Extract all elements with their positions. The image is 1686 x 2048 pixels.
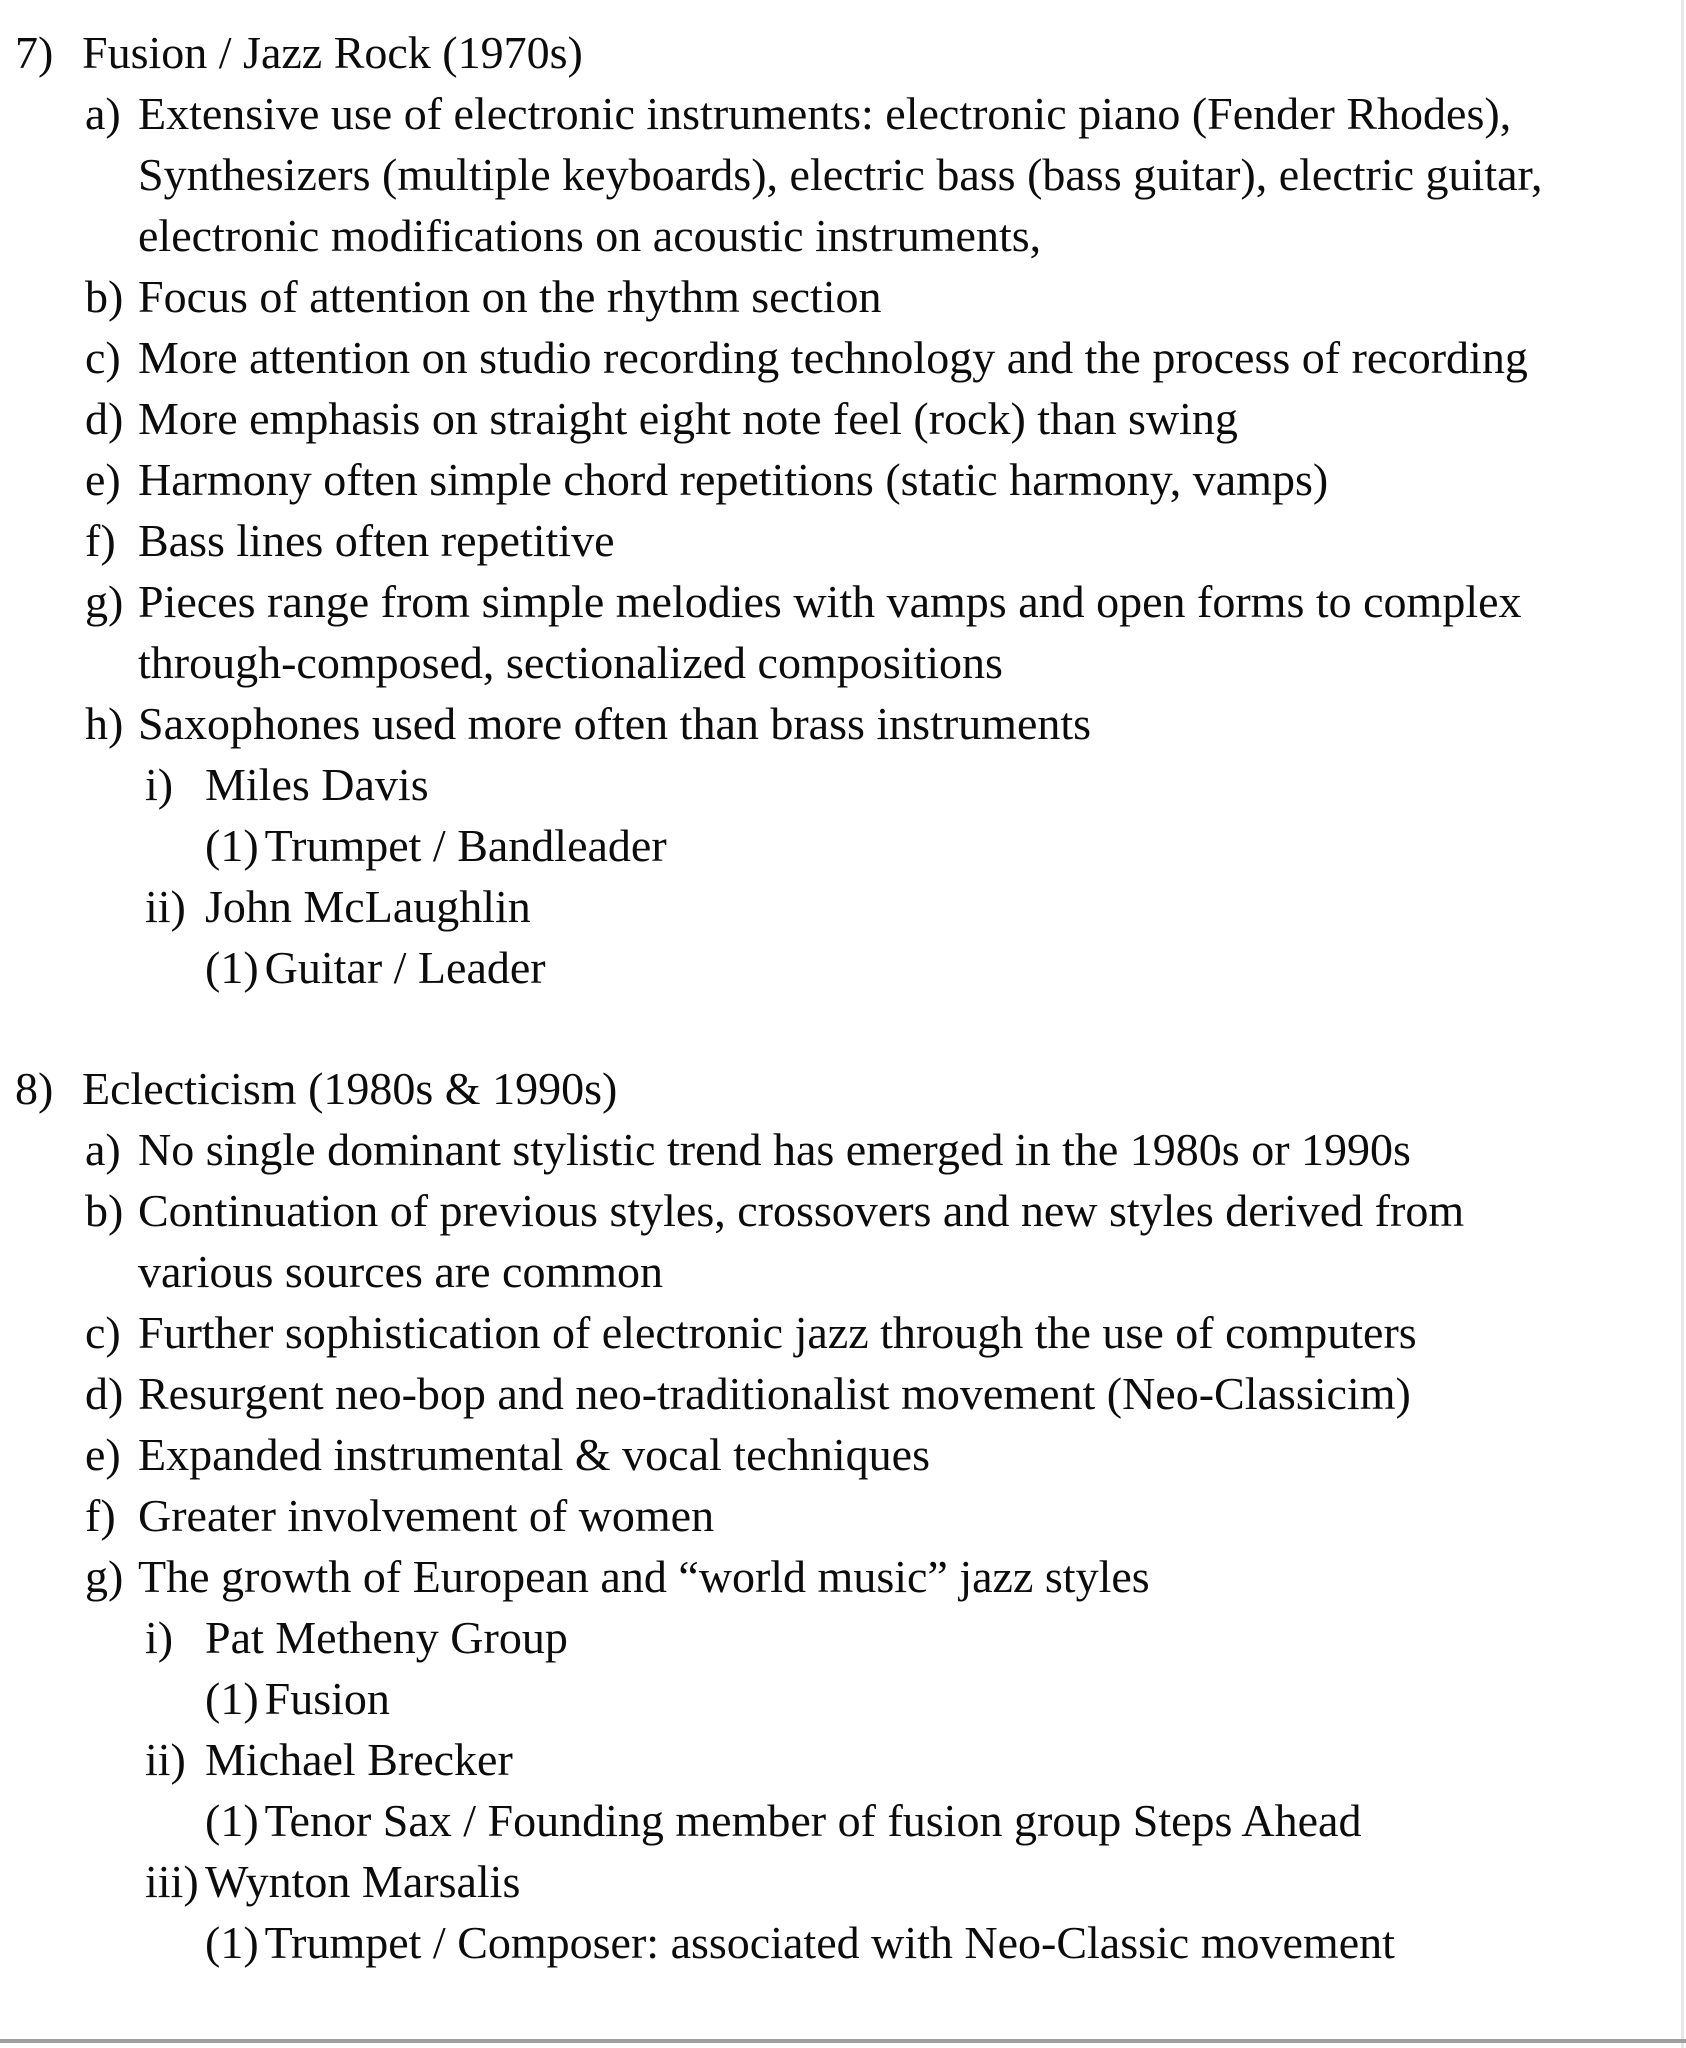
outline-row <box>0 1912 1686 1973</box>
outline-row <box>0 327 1686 388</box>
outline-row <box>0 1058 1686 1119</box>
outline-item-text: John McLaughlin <box>205 881 531 932</box>
outline-item-text: Pieces range from simple melodies with vamps and open forms to complex <box>138 576 1522 627</box>
outline-item-text: Miles Davis <box>205 759 429 810</box>
outline <box>0 22 1686 1973</box>
outline-item-marker: (1) <box>205 1917 259 1968</box>
outline-item-marker: (1) <box>205 942 259 993</box>
outline-item-marker: e) <box>85 454 121 505</box>
outline-item-text: Michael Brecker <box>205 1734 513 1785</box>
outline-item-marker: d) <box>85 1368 124 1419</box>
outline-row <box>0 1119 1686 1180</box>
outline-item-text: Extensive use of electronic instruments: electronic piano (Fender Rhodes), <box>138 88 1512 139</box>
outline-item-text: through-composed, sectionalized compositions <box>138 637 1003 688</box>
outline-row <box>0 815 1686 876</box>
outline-row <box>0 693 1686 754</box>
outline-item-marker: a) <box>85 1124 121 1175</box>
outline-row <box>0 388 1686 449</box>
outline-item-marker: g) <box>85 576 124 627</box>
outline-row <box>0 1851 1686 1912</box>
outline-item-marker: g) <box>85 1551 124 1602</box>
outline-item-text: The growth of European and “world music” jazz styles <box>138 1551 1150 1602</box>
outline-row <box>0 1546 1686 1607</box>
outline-item-marker: b) <box>85 271 124 322</box>
outline-item-marker: h) <box>85 698 124 749</box>
outline-item-marker: iii) <box>145 1856 199 1907</box>
outline-row <box>0 571 1686 632</box>
outline-row <box>0 1485 1686 1546</box>
outline-item-marker: f) <box>85 515 116 566</box>
outline-row <box>0 266 1686 327</box>
outline-item-text: Fusion <box>264 1673 390 1724</box>
section-marker: 7) <box>15 27 54 78</box>
outline-row <box>0 1790 1686 1851</box>
outline-row <box>0 1363 1686 1424</box>
outline-item-text: Continuation of previous styles, crossovers and new styles derived from <box>138 1185 1465 1236</box>
outline-item-text: Focus of attention on the rhythm section <box>138 271 882 322</box>
outline-item-text: More attention on studio recording technology and the process of recording <box>138 332 1528 383</box>
outline-row <box>0 1241 1686 1302</box>
outline-item-text: Greater involvement of women <box>138 1490 715 1541</box>
outline-row <box>0 22 1686 83</box>
outline-item-marker: (1) <box>205 1795 259 1846</box>
outline-item-marker: d) <box>85 393 124 444</box>
outline-row <box>0 1607 1686 1668</box>
outline-item-marker: c) <box>85 1307 121 1358</box>
outline-item-text: Trumpet / Bandleader <box>264 820 667 871</box>
section-title: Fusion / Jazz Rock (1970s) <box>82 27 583 78</box>
outline-item-marker: f) <box>85 1490 116 1541</box>
outline-row <box>0 937 1686 998</box>
outline-item-text: Further sophistication of electronic jazz through the use of computers <box>138 1307 1417 1358</box>
page-bottom-rule <box>0 2039 1686 2043</box>
outline-item-text: Wynton Marsalis <box>205 1856 521 1907</box>
section-marker: 8) <box>15 1063 54 1114</box>
outline-item-marker: ii) <box>145 1734 186 1785</box>
outline-row <box>0 1668 1686 1729</box>
outline-row <box>0 1729 1686 1790</box>
outline-row <box>0 876 1686 937</box>
outline-item-text: Synthesizers (multiple keyboards), electric bass (bass guitar), electric guitar, <box>138 149 1543 200</box>
outline-item-text: Bass lines often repetitive <box>138 515 615 566</box>
outline-row <box>0 205 1686 266</box>
section-gap <box>0 998 1686 1058</box>
outline-row <box>0 1180 1686 1241</box>
outline-row <box>0 510 1686 571</box>
outline-item-marker: i) <box>145 1612 174 1663</box>
outline-item-marker: e) <box>85 1429 121 1480</box>
outline-item-text: More emphasis on straight eight note feel (rock) than swing <box>138 393 1238 444</box>
outline-item-marker: b) <box>85 1185 124 1236</box>
outline-item-text: Harmony often simple chord repetitions (static harmony, vamps) <box>138 454 1329 505</box>
outline-item-marker: c) <box>85 332 121 383</box>
page-right-rule <box>1681 0 1684 2048</box>
outline-item-text: electronic modifications on acoustic instruments, <box>138 210 1042 261</box>
outline-row <box>0 144 1686 205</box>
outline-item-text: Pat Metheny Group <box>205 1612 568 1663</box>
outline-item-text: Resurgent neo-bop and neo-traditionalist movement (Neo-Classicim) <box>138 1368 1411 1419</box>
outline-item-marker: ii) <box>145 881 186 932</box>
outline-row <box>0 83 1686 144</box>
outline-row <box>0 632 1686 693</box>
outline-item-marker: (1) <box>205 820 259 871</box>
outline-row <box>0 449 1686 510</box>
outline-item-text: Saxophones used more often than brass instruments <box>138 698 1092 749</box>
section-title: Eclecticism (1980s & 1990s) <box>82 1063 618 1114</box>
outline-row <box>0 1302 1686 1363</box>
outline-row <box>0 754 1686 815</box>
outline-item-text: Guitar / Leader <box>264 942 546 993</box>
outline-item-marker: (1) <box>205 1673 259 1724</box>
outline-row <box>0 1424 1686 1485</box>
outline-item-text: various sources are common <box>138 1246 664 1297</box>
outline-item-text: Trumpet / Composer: associated with Neo-Classic movement <box>264 1917 1395 1968</box>
outline-item-marker: a) <box>85 88 121 139</box>
outline-item-text: Expanded instrumental & vocal techniques <box>138 1429 930 1480</box>
outline-item-text: No single dominant stylistic trend has emerged in the 1980s or 1990s <box>138 1124 1411 1175</box>
outline-item-marker: i) <box>145 759 174 810</box>
outline-item-text: Tenor Sax / Founding member of fusion group Steps Ahead <box>264 1795 1362 1846</box>
